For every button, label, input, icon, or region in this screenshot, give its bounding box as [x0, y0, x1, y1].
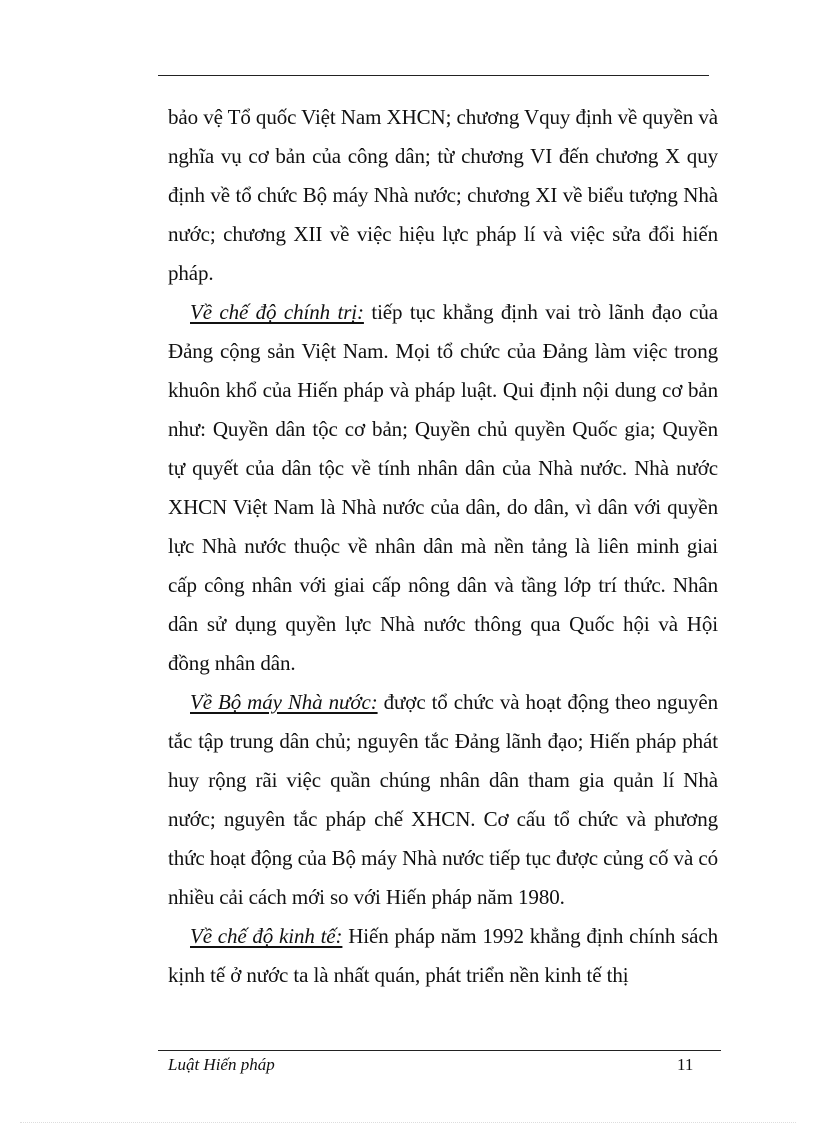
paragraph-political-regime	[168, 293, 718, 683]
heading-political-regime: Về chế độ chính trị:	[190, 300, 364, 324]
heading-state-apparatus: Về Bộ máy Nhà nước:	[190, 690, 378, 714]
paragraph-political-regime-text: tiếp tục khẳng định vai trò lãnh đạo của Đảng cộng sản Việt Nam. Mọi tổ chức của Đảng làm việc trong khuôn khổ của Hiến pháp và pháp luật. Qui định nội dung cơ bản như: Quyền dân tộc cơ bản; Quyền chủ quyền Quốc gia; Quyền tự quyết của dân tộc về tính nhân dân của Nhà nước. Nhà nước XHCN Việt Nam là Nhà nước của dân, do dân, vì dân với quyền lực Nhà nước thuộc về nhân dân mà nền tảng là liên minh giai cấp công nhân với giai cấp nông dân và tầng lớp trí thức. Nhân dân sử dụng quyền lực Nhà nước thông qua Quốc hội và Hội đồng nhân dân.	[168, 300, 718, 675]
page-number: 11	[677, 1055, 694, 1074]
heading-economic-regime: Về chế độ kinh tế:	[190, 924, 343, 948]
page-body	[168, 98, 718, 995]
paragraph-economic-regime-text: Hiến pháp năm 1992 khẳng định chính sách kịnh tế ở nước ta là nhất quán, phát triển nền kinh tế thị	[168, 924, 718, 987]
paragraph-economic-regime	[168, 917, 718, 995]
paragraph-state-apparatus-text: được tổ chức và hoạt động theo nguyên tắc tập trung dân chủ; nguyên tắc Đảng lãnh đạo; Hiến pháp phát huy rộng rãi việc quần chúng nhân dân tham gia quản lí Nhà nước; nguyên tắc pháp chế XHCN. Cơ cấu tổ chức và phương thức hoạt động của Bộ máy Nhà nước tiếp tục được củng cố và có nhiều cải cách mới so với Hiến pháp năm 1980.	[168, 690, 718, 909]
header-rule	[158, 75, 709, 76]
footer-rule	[158, 1050, 721, 1051]
paragraph-1-text: bảo vệ Tổ quốc Việt Nam XHCN; chương Vquy định về quyền và nghĩa vụ cơ bản của công dân; từ chương VI đến chương X quy định về tổ chức Bộ máy Nhà nước; chương XI về biểu tượng Nhà nước; chương XII về việc hiệu lực pháp lí và việc sửa đổi hiến pháp.	[168, 105, 718, 285]
footer-title: Luật Hiến pháp	[168, 1055, 275, 1074]
paragraph-state-apparatus	[168, 683, 718, 917]
paragraph-1	[168, 98, 718, 293]
